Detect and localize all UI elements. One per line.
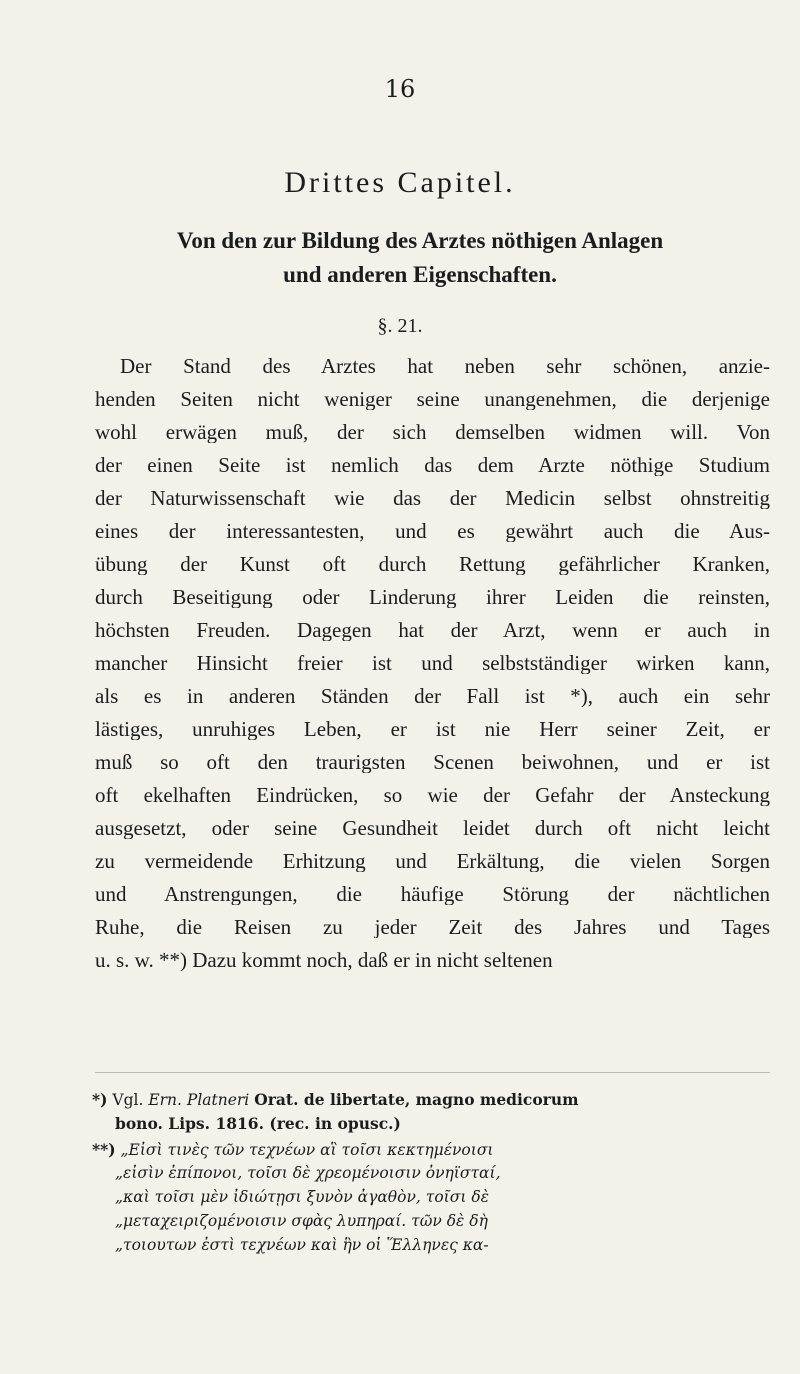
body-line: zu vermeidende Erhitzung und Erkältung, die vielen Sorgen: [95, 851, 770, 872]
greek-quote-line: „μεταχειριζομένοισιν σφὰς λυπηραί. τῶν δὲ δὴ: [115, 1212, 488, 1230]
body-line: Ruhe, die Reisen zu jeder Zeit des Jahres und Tages: [95, 917, 770, 938]
greek-quote-line: „εἰσὶν ἐπίπονοι, τοῖσι δὲ χρεομένοισιν ὀνηϊσταί,: [115, 1164, 501, 1182]
footnote-1-lead: Vgl.: [112, 1091, 144, 1109]
greek-quote-line: „Εἰσὶ τινὲς τῶν τεχνέων αἳ τοῖσι κεκτημένοισι: [120, 1141, 494, 1159]
footnote-1-line-2: bono. Lips. 1816. (rec. in opusc.): [115, 1114, 401, 1133]
body-line: muß so oft den traurigsten Scenen beiwohnen, und er ist: [95, 752, 770, 773]
body-line: höchsten Freuden. Dagegen hat der Arzt, wenn er auch in: [95, 620, 770, 641]
body-line: wohl erwägen muß, der sich demselben widmen will. Von: [95, 422, 770, 443]
chapter-title: Drittes Capitel.: [284, 166, 516, 199]
body-line: oft ekelhaften Eindrücken, so wie der Gefahr der Ansteckung: [95, 785, 770, 806]
body-line: lästiges, unruhiges Leben, er ist nie Herr seiner Zeit, er: [95, 719, 770, 740]
footnote-1-mark: *): [92, 1090, 108, 1109]
footnote-2-mark: **): [92, 1140, 116, 1159]
body-line: u. s. w. **) Dazu kommt noch, daß er in nicht seltenen: [95, 950, 553, 971]
footnote-2: [92, 1142, 772, 1159]
section-number: §. 21.: [377, 315, 423, 337]
greek-quote-line: „τοιουτων ἐστὶ τεχνέων καὶ ἣν οἱ Ἕλληνες κα-: [115, 1236, 489, 1254]
body-line: der einen Seite ist nemlich das dem Arzte nöthige Studium: [95, 455, 770, 476]
chapter-heading-line-1: Von den zur Bildung des Arztes nöthigen Anlagen: [176, 228, 664, 253]
greek-quote-line: „καὶ τοῖσι μὲν ἰδιώτῃσι ξυνὸν ἀγαθὸν, τοῖσι δὲ: [115, 1188, 489, 1206]
page-number: 16: [384, 75, 416, 103]
body-line: der Naturwissenschaft wie das der Medicin selbst ohnstreitig: [95, 488, 770, 509]
body-line: und Anstrengungen, die häufige Störung der nächtlichen: [95, 884, 770, 905]
footnote-1: [92, 1092, 772, 1109]
body-line: eines der interessantesten, und es gewährt auch die Aus-: [95, 521, 770, 542]
footnote-1-author: Ern. Platneri: [148, 1091, 250, 1109]
body-line: als es in anderen Ständen der Fall ist *), auch ein sehr: [95, 686, 770, 707]
body-line: ausgesetzt, oder seine Gesundheit leidet durch oft nicht leicht: [95, 818, 770, 839]
footnote-divider: [95, 1072, 770, 1073]
body-line: mancher Hinsicht freier ist und selbstständiger wirken kann,: [95, 653, 770, 674]
chapter-heading-line-2: und anderen Eigenschaften.: [283, 262, 557, 287]
footnote-1-title: Orat. de libertate, magno medicorum: [254, 1090, 579, 1109]
body-line: durch Beseitigung oder Linderung ihrer Leiden die reinsten,: [95, 587, 770, 608]
body-line: Der Stand des Arztes hat neben sehr schönen, anzie-: [120, 356, 770, 377]
body-line: übung der Kunst oft durch Rettung gefährlicher Kranken,: [95, 554, 770, 575]
body-line: henden Seiten nicht weniger seine unangenehmen, die derjenige: [95, 389, 770, 410]
